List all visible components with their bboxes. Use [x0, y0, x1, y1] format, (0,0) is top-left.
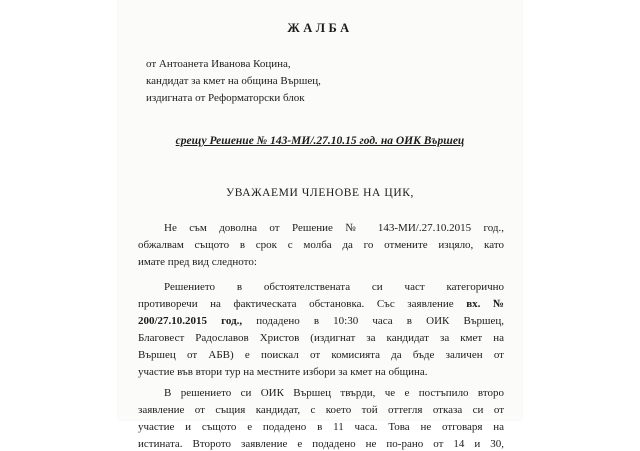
paragraph-1-line-2: обжалвам същото в срок с молба да го отмените изцяло, като — [138, 239, 504, 251]
paragraph-3-line-4: истината. Второто заявление е подадено не по-рано от 14 и 30, — [138, 438, 504, 450]
paragraph-2-line-2 — [138, 298, 504, 311]
document-title: ЖАЛБА — [287, 21, 353, 35]
paragraph-2-line-3-bold: 200/27.10.2015 год., — [138, 315, 243, 327]
paragraph-2-line-3 — [138, 315, 504, 328]
document-sheet — [118, 0, 522, 450]
complaint-subject: срещу Решение № 143-МИ/.27.10.15 год. на ОИК Вършец — [175, 135, 465, 147]
paragraph-2-line-5: Вършец от АБВ) е поискал от комисията да бъде заличен от — [138, 349, 504, 361]
paragraph-3-line-2: заявление от същия кандидат, с което той оттегля отказа си от — [138, 404, 504, 416]
paragraph-2-line-1: Решението в обстоятелствената си част категорично — [164, 281, 504, 293]
paragraph-1-line-3: имате пред вид следното: — [138, 256, 257, 268]
from-line-nominated: издигната от Реформаторски блок — [146, 92, 305, 104]
from-line-name: от Антоанета Иванова Коцина, — [146, 58, 291, 70]
paragraph-3-line-1: В решението си ОИК Вършец твърди, че е постъпило второ — [164, 387, 504, 399]
paragraph-2-line-3-text: подадено в 10:30 часа в ОИК Вършец, — [256, 315, 504, 327]
paragraph-1-line-1: Не съм доволна от Решение № 143-МИ/.27.10.2015 год., — [164, 222, 504, 234]
from-line-candidate: кандидат за кмет на община Вършец, — [146, 75, 321, 87]
paragraph-2-line-2-bold: вх. № — [466, 298, 505, 310]
greeting: УВАЖАЕМИ ЧЛЕНОВЕ НА ЦИК, — [226, 187, 414, 199]
paragraph-2-line-4: Благовест Радославов Христов (издигнат за кандидат за кмет на — [138, 332, 504, 344]
paragraph-2-line-6: участие във втори тур на местните избори за кмет на община. — [138, 366, 428, 378]
paragraph-3-line-3: участие и същото е подадено в 11 часа. Това не отговаря на — [138, 421, 504, 433]
paragraph-2-line-2-text: противоречи на фактическата обстановка. Със заявление — [138, 298, 454, 310]
